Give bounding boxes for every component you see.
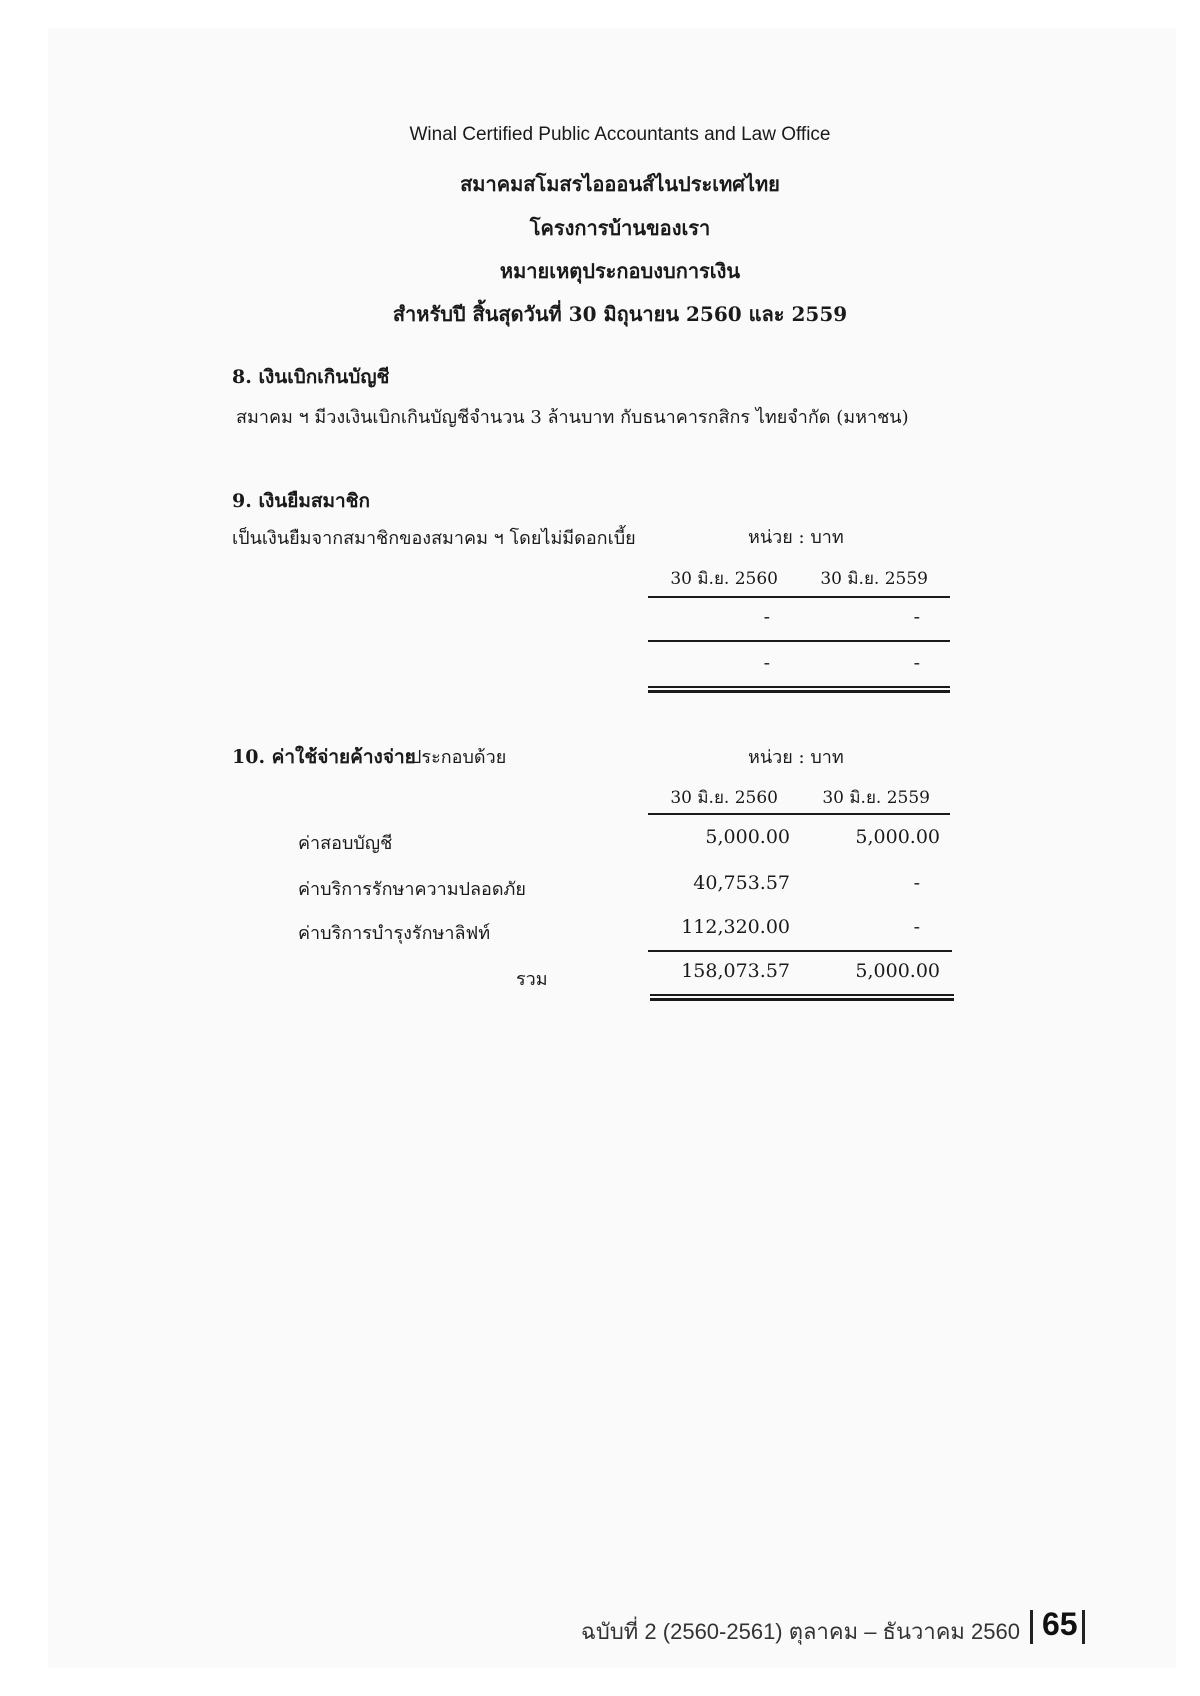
section9-col-2560: 30 มิ.ย. 2560 bbox=[670, 569, 778, 589]
page-number: 65 bbox=[1042, 1606, 1078, 1642]
section10-row-2560: 112,320.00 bbox=[681, 916, 790, 938]
section10-col-2560: 30 มิ.ย. 2560 bbox=[670, 788, 778, 808]
section9-col-2559: 30 มิ.ย. 2559 bbox=[820, 569, 928, 589]
project-name: โครงการบ้านของเรา bbox=[529, 216, 711, 240]
section9-double-rule-top bbox=[648, 686, 950, 688]
section10-row-2559: 5,000.00 bbox=[855, 826, 940, 848]
notes-title: หมายเหตุประกอบงบการเงิน bbox=[499, 259, 741, 283]
section9-text: เป็นเงินยืมจากสมาชิกของสมาคม ฯ โดยไม่มีดอกเบี้ย bbox=[232, 528, 636, 549]
section10-subtotal-rule bbox=[648, 950, 952, 952]
section9-total-2559: - bbox=[913, 652, 920, 674]
section10-title: 10. ค่าใช้จ่ายค้างจ่าย bbox=[232, 746, 416, 768]
section10-row-label: ค่าบริการบำรุงรักษาลิฟท์ bbox=[298, 923, 491, 944]
section9-total-2560: - bbox=[763, 652, 770, 674]
section10-row-label: ค่าสอบบัญชี bbox=[298, 833, 393, 854]
section9-row1-2559: - bbox=[913, 606, 920, 628]
section10-double-rule-top bbox=[650, 994, 954, 996]
section10-unit: หน่วย : บาท bbox=[748, 747, 844, 768]
section10-subtitle: ประกอบด้วย bbox=[410, 747, 507, 768]
section10-header-rule bbox=[648, 813, 950, 815]
footer-bar-left bbox=[1030, 1610, 1033, 1644]
section8-title: 8. เงินเบิกเกินบัญชี bbox=[232, 366, 390, 388]
section10-total-label: รวม bbox=[516, 969, 548, 990]
section9-row1-2560: - bbox=[763, 606, 770, 628]
section8-text: สมาคม ฯ มีวงเงินเบิกเกินบัญชีจำนวน 3 ล้านบาท กับธนาคารกสิกร ไทยจำกัด (มหาชน) bbox=[236, 407, 909, 428]
footer-bar-right bbox=[1082, 1610, 1085, 1644]
period-line: สำหรับปี สิ้นสุดวันที่ 30 มิถุนายน 2560 และ 2559 bbox=[392, 302, 848, 326]
section9-subtotal-rule bbox=[648, 640, 950, 642]
section9-unit: หน่วย : บาท bbox=[748, 527, 844, 548]
section10-double-rule-bottom bbox=[650, 998, 954, 1001]
section10-row-2559: - bbox=[913, 916, 920, 938]
organization-name: สมาคมสโมสรไอออนส์ไนประเทศไทย bbox=[460, 172, 780, 196]
section9-double-rule-bottom bbox=[648, 690, 950, 693]
section10-row-2559: - bbox=[913, 872, 920, 894]
section9-header-rule bbox=[648, 596, 950, 598]
firm-name: Winal Certified Public Accountants and Law Office bbox=[409, 124, 831, 145]
section10-row-label: ค่าบริการรักษาความปลอดภัย bbox=[298, 879, 526, 900]
section10-total-2559: 5,000.00 bbox=[855, 960, 940, 982]
section10-row-2560: 5,000.00 bbox=[705, 826, 790, 848]
section10-total-2560: 158,073.57 bbox=[681, 960, 790, 982]
footer-issue: ฉบับที่ 2 (2560-2561) ตุลาคม – ธันวาคม 2560 bbox=[580, 1619, 1020, 1644]
section9-title: 9. เงินยืมสมาชิก bbox=[232, 490, 371, 512]
section10-row-2560: 40,753.57 bbox=[693, 872, 790, 894]
section10-col-2559: 30 มิ.ย. 2559 bbox=[822, 788, 930, 808]
